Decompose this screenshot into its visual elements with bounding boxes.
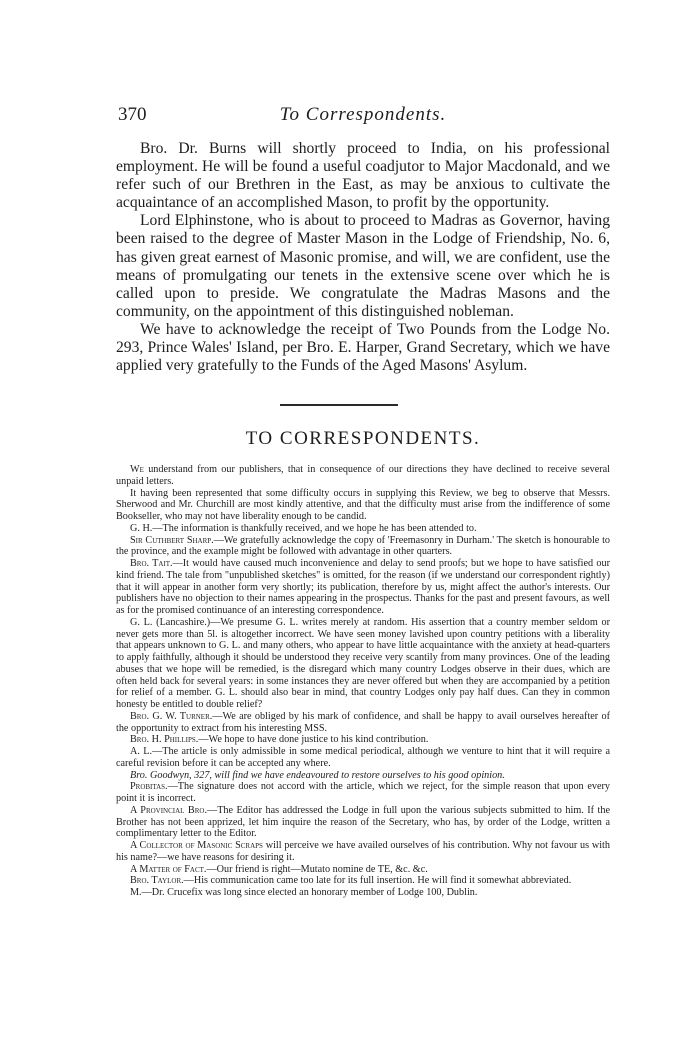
note-text: —The Editor has addressed the Lodge in full upon the various subjects submitted to him. If the Brother has not been apprized, let him inquire the reason of the Secretary, who has, by order of the Lodge, written a complimentary letter to the Editor. — [116, 804, 610, 840]
correspondent-note — [116, 781, 610, 805]
note-text: —The signature does not accord with the article, which we reject, for the simple reason that upon every point it is incorrect. — [116, 781, 610, 804]
intro-paragraph: We have to acknowledge the receipt of Two Pounds from the Lodge No. 293, Prince Wales' Island, per Bro. E. Harper, Grand Secretary, which we have applied very gratefully to the Funds of the Aged Masons' Asylum. — [116, 320, 610, 375]
note-text: It having been represented that some difficulty occurs in supplying this Review, we beg to observe that Messrs. Sherwood and Mr. Churchill are most kindly attentive, and that the difficulty must arise from the indifference of some Bookseller, who may not have liberality enough to be candid. — [116, 487, 610, 522]
correspondent-note — [116, 840, 610, 864]
note-text: Bro. Goodwyn, 327, will find we have endeavoured to restore ourselves to his good opinion. — [130, 769, 505, 781]
note-text: —We gratefully acknowledge the copy of 'Freemasonry in Durham.' The sketch is honourable to the province, and the example might be followed with advantage in other quarters. — [116, 534, 611, 558]
correspondent-note — [116, 535, 610, 559]
note-text: —His communication came too late for its full insertion. He will find it somewhat abbreviated. — [183, 875, 572, 887]
correspondent-name: Bro. G. W. Turner. — [130, 710, 213, 722]
correspondent-note — [116, 488, 610, 523]
correspondent-note — [116, 875, 610, 887]
intro-paragraph: Bro. Dr. Burns will shortly proceed to India, on his professional employment. He will be found a useful coadjutor to Major Macdonald, and we refer such of our Brethren in the East, as may be anxious to cultivate the acquaintance of an accomplished Mason, to profit by the opportunity. — [116, 140, 610, 212]
correspondent-note — [116, 464, 610, 488]
section-divider — [280, 404, 398, 406]
note-text: —We are obliged by his mark of confidence, and shall be happy to avail ourselves hereafter of the opportunity to extract from his interesting MSS. — [116, 710, 610, 734]
correspondent-note — [116, 805, 610, 840]
note-text: G. H.—The information is thankfully received, and we hope he has been attended to. — [130, 522, 477, 534]
correspondent-note — [116, 558, 610, 617]
section-title: TO CORRESPONDENTS. — [245, 428, 481, 449]
correspondent-name: A Collector of Masonic Scraps — [130, 840, 263, 851]
running-title: To Correspondents. — [279, 104, 447, 125]
correspondent-note — [116, 734, 610, 746]
note-text: A. L.—The article is only admissible in some medical periodical, although we venture to hint that it will require a careful revision before it can be accepted any where. — [116, 746, 610, 769]
correspondent-note — [116, 770, 610, 782]
correspondent-note — [116, 523, 610, 535]
correspondent-note — [116, 864, 610, 876]
correspondent-name: Sir Cuthbert Sharp. — [130, 534, 214, 546]
correspondent-note — [116, 887, 610, 899]
correspondent-name: A Provincial Bro. — [130, 804, 208, 816]
correspondent-name: Bro. Tait. — [130, 558, 173, 569]
correspondent-name: A Matter of Fact. — [130, 863, 207, 875]
page-number: 370 — [118, 104, 147, 125]
note-text: G. L. (Lancashire.)—We presume G. L. writes merely at random. His assertion that a country member seldom or never gets more than 5l. is altogether incorrect. We have seen money lavished upon country petitions with a liberality that appears unknown to G. L. and many others, who appear to have little acquaintance with the anxiety at head-quarters to apply faithfully, although it should be understood they receive very scantily from many provinces. One of the leading abuses that we hope will be remedied, is the disregard which many country Lodges observe in their dues, which are often held back for several years: in some instances they are never offered but when they are accompanied by a petition for relief of a member. G. L. should also bear in mind, that country Lodges only pay half dues. Can they in common honesty be entitled to double relief? — [116, 616, 610, 710]
note-text: understand from our publishers, that in consequence of our directions they have declined to receive several unpaid letters. — [116, 464, 610, 487]
correspondent-name: Bro. Taylor. — [130, 875, 184, 887]
note-text: M.—Dr. Crucefix was long since elected an honorary member of Lodge 100, Dublin. — [130, 887, 478, 898]
correspondent-name: Bro. H. Phillips. — [130, 734, 199, 746]
correspondent-note — [116, 617, 610, 711]
page-header — [118, 104, 608, 128]
intro-section — [116, 140, 610, 375]
correspondents-notes — [116, 464, 610, 899]
note-text: —It would have caused much inconvenience and delay to send proofs; but we hope to have satisfied our kind friend. The tale from "unpublished sketches" is omitted, for the reason (if we understand our correspondent rightly) that it will appear in another form very shortly; its publication, therefore by us, might affect the author's interests. Our publishers have no objection to their names appearing in the prospectus. Thanks for the past and present favours, as well as for the promised continuance of an interesting correspondence. — [116, 558, 610, 616]
correspondent-name: We — [130, 464, 144, 475]
note-text: —Our friend is right—Mutato nomine de TE, &c. &c. — [206, 863, 428, 875]
intro-paragraph: Lord Elphinstone, who is about to proceed to Madras as Governor, having been raised to the degree of Master Mason in the Lodge of Friendship, No. 6, has given great earnest of Masonic promise, and will, we are confident, use the means of promulgating our tenets in the extensive scene over which he is called upon to preside. We congratulate the Madras Masons and the community, on the appointment of this distinguished nobleman. — [116, 212, 610, 320]
correspondent-note — [116, 746, 610, 770]
note-text: will perceive we have availed ourselves of his contribution. Why not favour us with his name?—we have reasons for desiring it. — [116, 840, 610, 863]
note-text: —We hope to have done justice to his kind contribution. — [198, 734, 429, 746]
correspondent-note — [116, 711, 610, 735]
correspondent-name: Probitas. — [130, 781, 168, 793]
